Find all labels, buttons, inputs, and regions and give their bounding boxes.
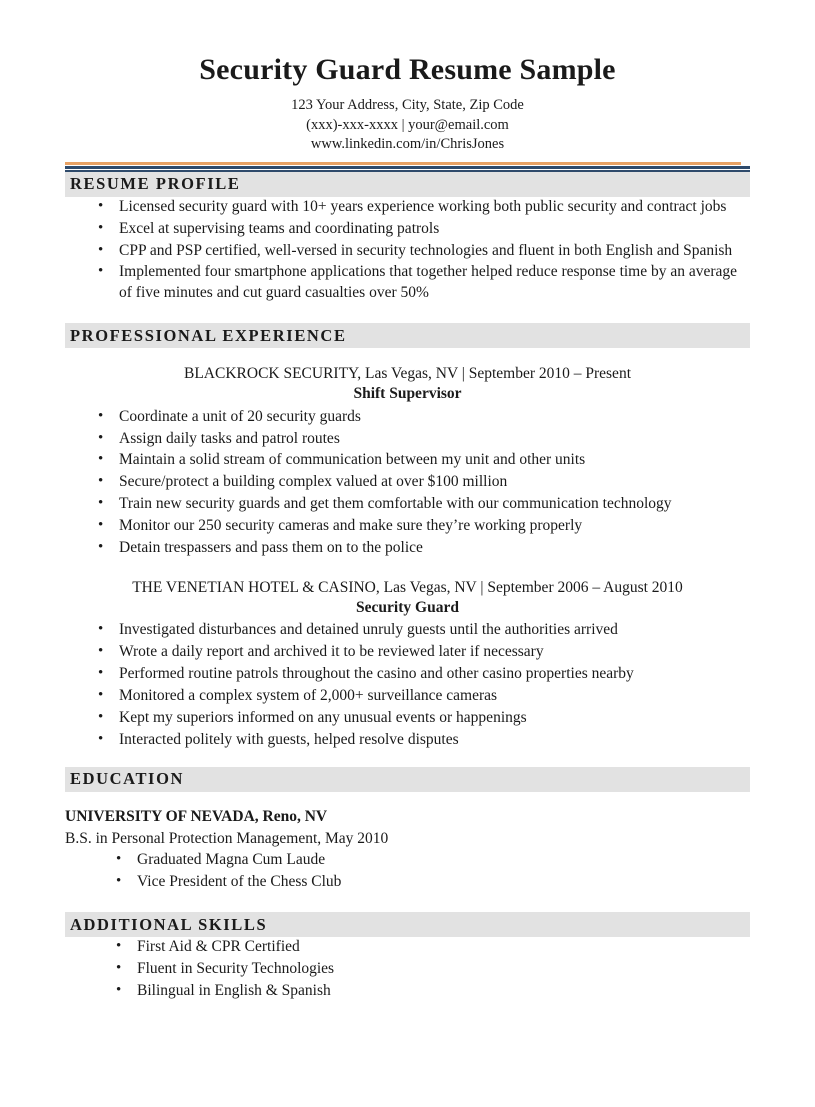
list-item: • Bilingual in English & Spanish xyxy=(65,981,750,1002)
list-item: • First Aid & CPR Certified xyxy=(65,937,750,958)
experience-entry xyxy=(65,578,750,751)
section-title-education: EDUCATION xyxy=(70,769,185,789)
divider-orange-line xyxy=(65,162,741,165)
spacer xyxy=(65,894,750,912)
section-title-experience: PROFESSIONAL EXPERIENCE xyxy=(70,325,347,345)
list-item: • Kept my superiors informed on any unusual events or happenings xyxy=(65,708,750,729)
list-item: • Assign daily tasks and patrol routes xyxy=(65,429,750,450)
section-header-experience xyxy=(65,323,750,348)
job-title: Security Guard xyxy=(356,599,459,617)
employer-line: BLACKROCK SECURITY, Las Vegas, NV | September 2010 – Present xyxy=(184,365,631,383)
resume-header xyxy=(65,52,750,155)
spacer xyxy=(65,305,750,323)
list-item: • Performed routine patrols throughout the casino and other casino properties nearby xyxy=(65,664,750,685)
divider-navy-line xyxy=(65,166,750,169)
section-title-profile: RESUME PROFILE xyxy=(70,174,241,194)
list-item: • Licensed security guard with 10+ years experience working both public security and contract jobs xyxy=(65,197,750,218)
list-item: • Train new security guards and get them comfortable with our communication technology xyxy=(65,494,750,515)
list-item: • Coordinate a unit of 20 security guards xyxy=(65,407,750,428)
contact-phone-email: (xxx)-xxx-xxxx | your@email.com xyxy=(306,116,509,133)
experience-entry xyxy=(65,364,750,559)
section-title-skills: ADDITIONAL SKILLS xyxy=(70,914,268,934)
school-name: UNIVERSITY OF NEVADA, Reno, NV xyxy=(65,807,328,825)
list-item: • Interacted politely with guests, helped resolve disputes xyxy=(65,730,750,751)
education-entry xyxy=(65,806,750,893)
list-item: • Implemented four smartphone applications that together helped reduce response time by an average of five minutes and cut guard casualties over 50% xyxy=(65,262,750,304)
education-bullet-list xyxy=(65,850,750,893)
profile-bullet-list xyxy=(65,197,750,305)
degree-line: B.S. in Personal Protection Management, May 2010 xyxy=(65,829,389,847)
list-item: • Detain trespassers and pass them on to the police xyxy=(65,538,750,559)
experience-bullet-list xyxy=(65,620,750,751)
section-header-profile xyxy=(65,170,750,197)
employer-line: THE VENETIAN HOTEL & CASINO, Las Vegas, NV | September 2006 – August 2010 xyxy=(132,579,683,597)
contact-linkedin: www.linkedin.com/in/ChrisJones xyxy=(310,136,505,153)
spacer xyxy=(65,752,750,767)
skills-bullet-list xyxy=(65,937,750,1002)
contact-address: 123 Your Address, City, State, Zip Code xyxy=(291,97,524,113)
contact-block xyxy=(65,96,750,155)
list-item: • Secure/protect a building complex valued at over $100 million xyxy=(65,472,750,493)
header-divider xyxy=(65,162,750,170)
list-item: • Monitor our 250 security cameras and make sure they’re working properly xyxy=(65,516,750,537)
list-item: • Wrote a daily report and archived it to be reviewed later if necessary xyxy=(65,642,750,663)
list-item: • Monitored a complex system of 2,000+ surveillance cameras xyxy=(65,686,750,707)
spacer xyxy=(65,348,750,364)
job-title: Shift Supervisor xyxy=(353,385,462,403)
experience-bullet-list xyxy=(65,407,750,559)
resume-page xyxy=(0,52,815,1107)
section-header-education xyxy=(65,767,750,792)
list-item: • Graduated Magna Cum Laude xyxy=(65,850,750,871)
list-item: • CPP and PSP certified, well-versed in security technologies and fluent in both English and Spanish xyxy=(65,241,750,262)
list-item: • Vice President of the Chess Club xyxy=(65,872,750,893)
list-item: • Excel at supervising teams and coordinating patrols xyxy=(65,219,750,240)
list-item: • Fluent in Security Technologies xyxy=(65,959,750,980)
page-title: Security Guard Resume Sample xyxy=(199,53,616,86)
section-header-skills xyxy=(65,912,750,937)
spacer xyxy=(65,560,750,578)
list-item: • Maintain a solid stream of communication between my unit and other units xyxy=(65,450,750,471)
list-item: • Investigated disturbances and detained unruly guests until the authorities arrived xyxy=(65,620,750,641)
